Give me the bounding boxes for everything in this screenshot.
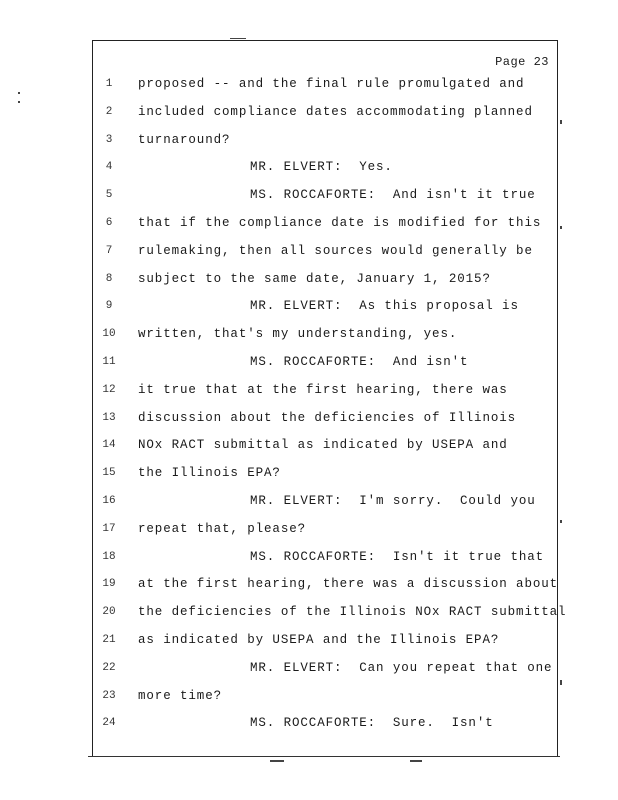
line-number: 8: [105, 272, 113, 285]
line-number: 4: [105, 161, 113, 174]
scan-speck: [230, 38, 246, 39]
transcript-line: [92, 240, 556, 262]
transcript-line: [92, 712, 556, 734]
transcript-line: [92, 351, 556, 373]
line-number: 12: [102, 383, 116, 396]
line-text: the Illinois EPA?: [138, 466, 281, 481]
transcript-line: [92, 546, 556, 568]
scan-speck: [18, 92, 20, 94]
line-number: 21: [102, 634, 116, 646]
transcript-line: [92, 156, 556, 178]
transcript-line: [92, 490, 556, 512]
line-text: the deficiencies of the Illinois NOx RACT submittal: [138, 605, 567, 620]
page-number: Page 23: [495, 55, 549, 69]
line-number: 19: [102, 578, 116, 591]
line-text: MR. ELVERT: I'm sorry. Could you: [250, 494, 536, 508]
line-text: written, that's my understanding, yes.: [138, 327, 458, 342]
line-text: included compliance dates accommodating planned: [138, 104, 533, 119]
line-text: that if the compliance date is modified for this: [138, 216, 542, 230]
line-text: turnaround?: [138, 132, 231, 147]
transcript-line: [92, 657, 556, 679]
line-text: proposed -- and the final rule promulgated and: [138, 77, 525, 91]
line-number: 11: [102, 356, 116, 368]
line-text: MS. ROCCAFORTE: Isn't it true that: [250, 549, 545, 564]
line-text: discussion about the deficiencies of Illinois: [138, 410, 517, 425]
transcript-line: [92, 295, 556, 317]
line-number: 15: [102, 467, 116, 480]
line-text: rulemaking, then all sources would generally be: [138, 243, 533, 258]
transcript-line: [92, 101, 556, 123]
line-number: 2: [105, 105, 113, 118]
transcript-line: [92, 518, 556, 540]
line-text: MS. ROCCAFORTE: And isn't it true: [250, 188, 536, 203]
line-number: 6: [105, 217, 113, 229]
transcript-line: [92, 573, 559, 595]
line-number: 22: [102, 661, 116, 674]
scan-speck: [560, 680, 562, 685]
transcript-line: [92, 601, 567, 623]
line-text: MR. ELVERT: Can you repeat that one: [250, 660, 553, 675]
line-text: NOx RACT submittal as indicated by USEPA and: [138, 438, 508, 453]
scan-speck: [270, 760, 284, 762]
line-text: at the first hearing, there was a discussion about: [138, 577, 559, 592]
transcript-line: [92, 434, 556, 456]
transcript-line: [92, 268, 556, 290]
line-number: 5: [105, 189, 113, 202]
line-text: subject to the same date, January 1, 2015?: [138, 271, 491, 286]
line-number: 1: [105, 78, 113, 90]
line-number: 9: [105, 300, 113, 313]
scan-speck: [560, 226, 562, 229]
transcript-line: [92, 462, 556, 484]
transcript-line: [92, 184, 556, 206]
line-number: 18: [102, 550, 116, 563]
transcript-line: [92, 129, 556, 151]
line-number: 23: [102, 689, 116, 702]
line-text: as indicated by USEPA and the Illinois EPA?: [138, 633, 500, 647]
line-text: MS. ROCCAFORTE: And isn't: [250, 355, 469, 369]
scan-speck: [560, 120, 562, 124]
line-number: 16: [102, 495, 116, 507]
line-text: MS. ROCCAFORTE: Sure. Isn't: [250, 716, 494, 731]
line-text: more time?: [138, 688, 223, 703]
line-number: 10: [102, 328, 116, 341]
scan-speck: [18, 101, 20, 103]
line-number: 14: [102, 439, 116, 452]
line-text: it true that at the first hearing, there was: [138, 382, 508, 397]
transcript-line: [92, 685, 556, 707]
line-text: MR. ELVERT: Yes.: [250, 160, 393, 175]
line-number: 3: [105, 133, 113, 146]
line-number: 20: [102, 606, 116, 619]
line-text: repeat that, please?: [138, 521, 307, 536]
line-text: MR. ELVERT: As this proposal is: [250, 299, 519, 314]
line-number: 7: [105, 244, 113, 257]
scan-speck: [410, 760, 422, 762]
line-number: 13: [102, 411, 116, 424]
transcript-line: [92, 73, 556, 95]
transcript-line: [92, 212, 556, 234]
transcript-line: [92, 629, 556, 651]
transcript-line: [92, 379, 556, 401]
line-number: 17: [102, 522, 116, 535]
line-number: 24: [102, 717, 116, 730]
scan-speck: [560, 520, 562, 523]
transcript-line: [92, 323, 556, 345]
transcript-line: [92, 407, 556, 429]
